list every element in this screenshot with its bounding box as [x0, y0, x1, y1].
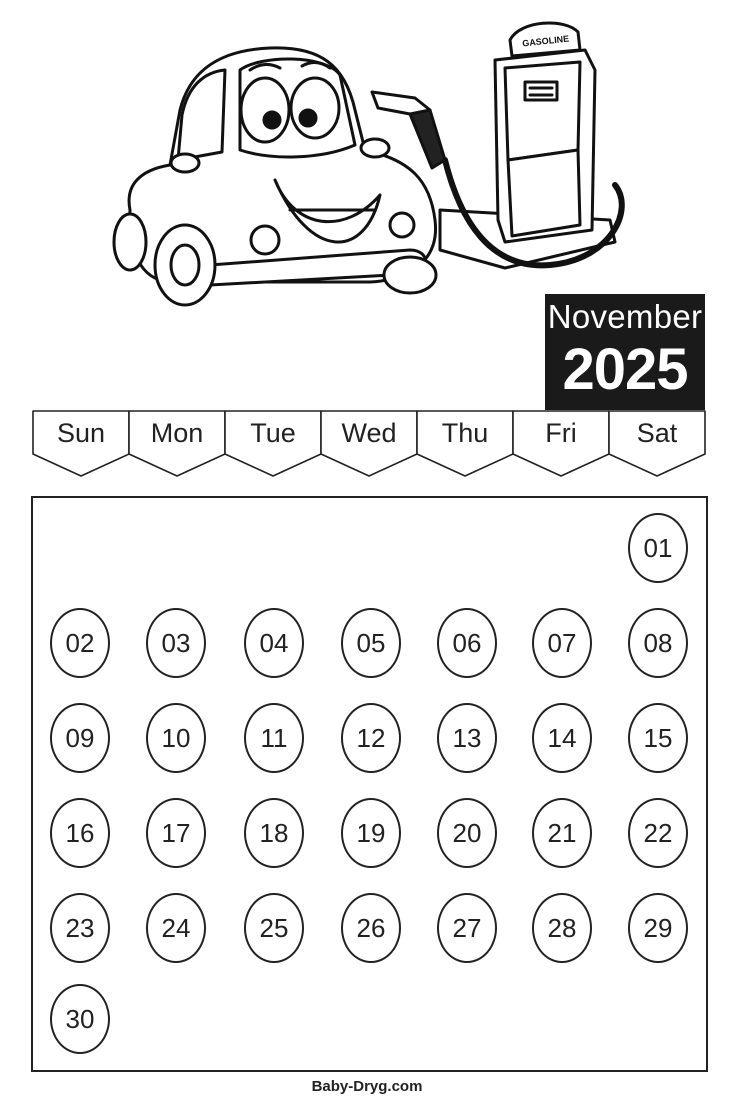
weekday-mon: Mon	[150, 418, 204, 448]
day-cell: 30	[50, 984, 110, 1054]
day-cell: 26	[341, 893, 401, 963]
weekday-sat: Sat	[636, 418, 678, 448]
day-cell: 25	[244, 893, 304, 963]
pump-label: GASOLINE	[521, 33, 570, 49]
weekday-thu: Thu	[441, 418, 489, 448]
day-cell: 10	[146, 703, 206, 773]
day-cell: 09	[50, 703, 110, 773]
day-cell: 20	[437, 798, 497, 868]
day-cell: 14	[532, 703, 592, 773]
month-year-box	[545, 294, 705, 410]
weekday-fri: Fri	[545, 418, 577, 448]
day-cell: 29	[628, 893, 688, 963]
day-cell: 17	[146, 798, 206, 868]
day-cell: 28	[532, 893, 592, 963]
weekday-tue: Tue	[250, 418, 296, 448]
year-title: 2025	[562, 337, 688, 402]
month-title: November	[547, 298, 703, 335]
weekday-header	[32, 410, 706, 482]
day-cell: 04	[244, 608, 304, 678]
calendar-day-grid	[31, 496, 708, 1072]
day-cell: 23	[50, 893, 110, 963]
weekday-sun: Sun	[56, 418, 106, 448]
day-cell: 19	[341, 798, 401, 868]
day-cell: 27	[437, 893, 497, 963]
day-cell: 02	[50, 608, 110, 678]
day-cell: 03	[146, 608, 206, 678]
day-cell: 18	[244, 798, 304, 868]
day-cell: 16	[50, 798, 110, 868]
site-watermark: Baby-Dryg.com	[311, 1078, 423, 1095]
day-cell: 07	[532, 608, 592, 678]
day-cell: 24	[146, 893, 206, 963]
day-cell: 08	[628, 608, 688, 678]
day-cell: 11	[244, 703, 304, 773]
day-cell: 13	[437, 703, 497, 773]
day-cell: 12	[341, 703, 401, 773]
day-cell: 06	[437, 608, 497, 678]
day-cell: 22	[628, 798, 688, 868]
day-cell: 21	[532, 798, 592, 868]
day-cell: 05	[341, 608, 401, 678]
weekday-wed: Wed	[341, 418, 397, 448]
car-gas-pump-illustration	[110, 10, 650, 330]
day-cell: 01	[628, 513, 688, 583]
day-cell: 15	[628, 703, 688, 773]
